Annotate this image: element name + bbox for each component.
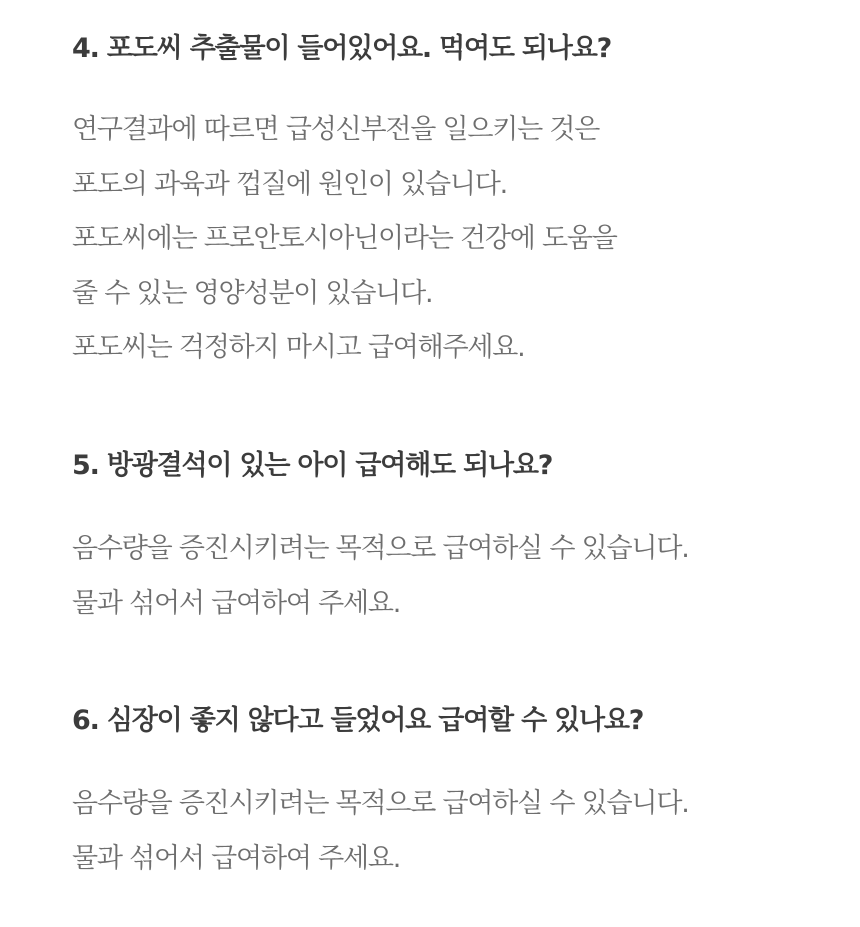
faq-question: 4. 포도씨 추출물이 들어있어요. 먹여도 되나요?: [72, 33, 612, 64]
faq-question: 5. 방광결석이 있는 아이 급여해도 되나요?: [72, 450, 553, 481]
faq-answer: [72, 103, 832, 376]
answer-line: 포도씨에는 프로안토시아닌이라는 건강에 도움을: [72, 223, 617, 254]
answer-line: 줄 수 있는 영양성분이 있습니다.: [72, 277, 433, 309]
faq-item-grape-seed: [72, 31, 832, 376]
faq-answer: [72, 522, 832, 631]
answer-line: 물과 섞어서 급여하여 주세요.: [72, 842, 401, 874]
answer-line: 연구결과에 따르면 급성신부전을 일으키는 것은: [72, 114, 600, 145]
faq-item-heart: [72, 703, 832, 886]
answer-line: 물과 섞어서 급여하여 주세요.: [72, 587, 401, 619]
faq-answer: [72, 777, 832, 886]
answer-line: 포도씨는 걱정하지 마시고 급여해주세요.: [72, 332, 525, 363]
faq-question: 6. 심장이 좋지 않다고 들었어요 급여할 수 있나요?: [72, 705, 644, 736]
answer-line: 음수량을 증진시키려는 목적으로 급여하실 수 있습니다.: [72, 533, 689, 564]
answer-line: 포도의 과육과 껍질에 원인이 있습니다.: [72, 168, 508, 200]
faq-item-bladder-stone: [72, 448, 832, 631]
answer-line: 음수량을 증진시키려는 목적으로 급여하실 수 있습니다.: [72, 788, 689, 819]
